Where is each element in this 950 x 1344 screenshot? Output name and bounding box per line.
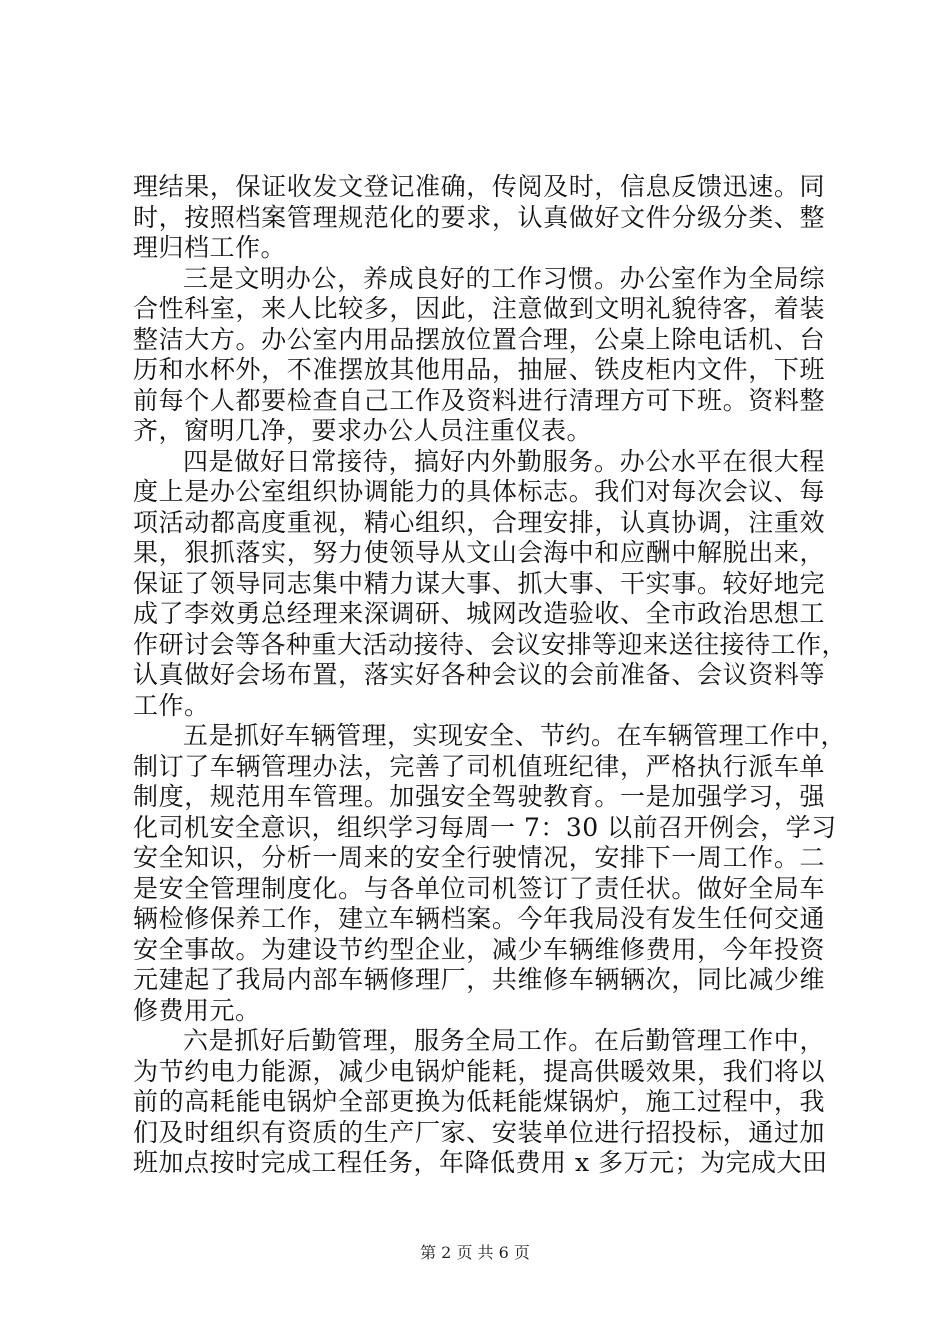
- text-line: 辆检修保养工作，建立车辆档案。今年我局没有发生任何交通: [133, 904, 825, 933]
- text-line: 化司机安全意识，组织学习每周一 7：30 以前召开例会，学习: [133, 812, 837, 842]
- text-line: 前的高耗能电锅炉全部更换为低耗能煤锅炉，施工过程中，我: [133, 1087, 825, 1116]
- text-line: 齐，窗明几净，要求办公人员注重仪表。: [133, 416, 593, 445]
- text-line: 成了李效勇总经理来深调研、城网改造验收、全市政治思想工: [133, 599, 825, 628]
- text-line: 班加点按时完成工程任务，年降低费用 x 多万元；为完成大田: [133, 1148, 828, 1177]
- text-line: 保证了领导同志集中精力谋大事、抓大事、干实事。较好地完: [133, 568, 825, 598]
- text-line: 工作。: [133, 690, 210, 720]
- text-line: 制度，规范用车管理。加强安全驾驶教育。一是加强学习，强: [133, 782, 825, 811]
- text-line: 果，狠抓落实，努力使领导从文山会海中和应酬中解脱出来，: [133, 538, 825, 567]
- text-line: 是安全管理制度化。与各单位司机签订了责任状。做好全局车: [133, 873, 825, 903]
- text-line: 整洁大方。办公室内用品摆放位置合理，公桌上除电话机、台: [133, 324, 825, 354]
- text-line: 项活动都高度重视，精心组织，合理安排，认真协调，注重效: [133, 507, 825, 537]
- text-line: 前每个人都要检查自己工作及资料进行清理方可下班。资料整: [133, 385, 825, 415]
- text-line: 理归档工作。: [133, 233, 287, 262]
- paragraph-first-line: 六是抓好后勤管理，服务全局工作。在后勤管理工作中，: [183, 1026, 825, 1055]
- text-line: 为节约电力能源，减少电锅炉能耗，提高供暖效果，我们将以: [133, 1056, 825, 1086]
- text-line: 历和水杯外，不准摆放其他用品，抽屉、铁皮柜内文件，下班: [133, 355, 825, 384]
- text-line: 理结果，保证收发文登记准确，传阅及时，信息反馈迅速。同: [133, 172, 825, 201]
- text-line: 认真做好会场布置，落实好各种会议的会前准备、会议资料等: [133, 660, 825, 689]
- text-line: 安全知识，分析一周来的安全行驶情况，安排下一周工作。二: [133, 843, 825, 872]
- text-line: 作研讨会等各种重大活动接待、会议安排等迎来送往接待工作，: [133, 629, 848, 659]
- paragraph-first-line: 四是做好日常接待，搞好内外勤服务。办公水平在很大程: [183, 446, 825, 476]
- text-line: 合性科室，来人比较多，因此，注意做到文明礼貌待客，着装: [133, 294, 825, 323]
- text-line: 时，按照档案管理规范化的要求，认真做好文件分级分类、整: [133, 202, 825, 232]
- paragraph-first-line: 五是抓好车辆管理，实现安全、节约。在车辆管理工作中，: [183, 721, 847, 750]
- text-line: 度上是办公室组织协调能力的具体标志。我们对每次会议、每: [133, 477, 825, 506]
- text-line: 制订了车辆管理办法，完善了司机值班纪律，严格执行派车单: [133, 751, 825, 781]
- document-body: [133, 172, 848, 1179]
- text-line: 元建起了我局内部车辆修理厂，共维修车辆辆次，同比减少维: [133, 965, 825, 994]
- text-line: 们及时组织有资质的生产厂家、安装单位进行招投标，通过加: [133, 1117, 825, 1147]
- text-line: 安全事故。为建设节约型企业，减少车辆维修费用，今年投资: [133, 934, 825, 964]
- page-footer: 第 2 页 共 6 页: [420, 1243, 530, 1262]
- paragraph-first-line: 三是文明办公，养成良好的工作习惯。办公室作为全局综: [183, 263, 825, 293]
- text-line: 修费用元。: [133, 995, 261, 1025]
